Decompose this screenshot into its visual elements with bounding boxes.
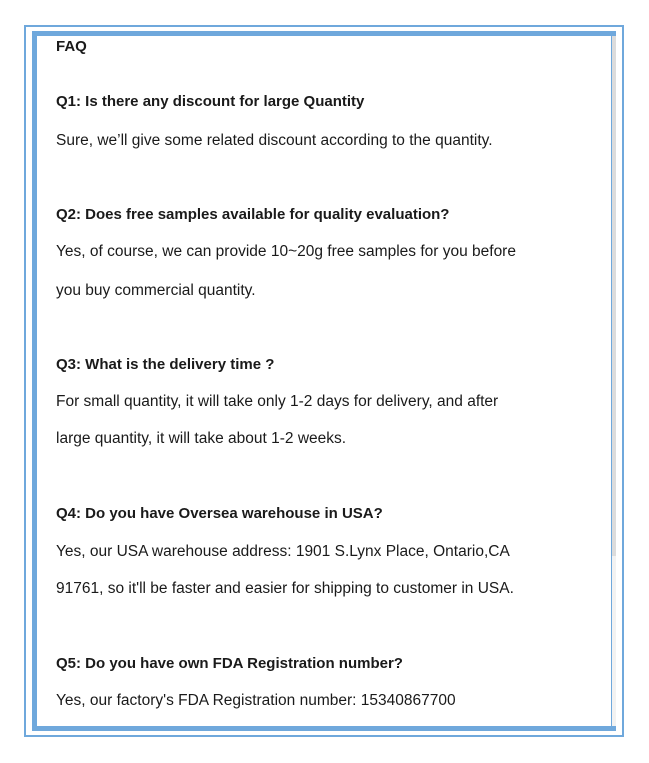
faq-answer-2-line-2: you buy commercial quantity.	[56, 282, 256, 299]
faq-question-5: Q5: Do you have own FDA Registration number?	[56, 655, 403, 672]
faq-answer-4-line-1: Yes, our USA warehouse address: 1901 S.Lynx Place, Ontario,CA	[56, 543, 510, 560]
faq-answer-4-line-2: 91761, so it'll be faster and easier for shipping to customer in USA.	[56, 580, 514, 597]
faq-answer-2-line-1: Yes, of course, we can provide 10~20g free samples for you before	[56, 243, 516, 260]
faq-question-3: Q3: What is the delivery time ?	[56, 356, 275, 373]
scrollbar-thumb[interactable]	[612, 36, 616, 556]
faq-answer-5-line-1: Yes, our factory's FDA Registration number: 15340867700	[56, 692, 456, 709]
faq-heading: FAQ	[56, 38, 87, 55]
faq-answer-3-line-2: large quantity, it will take about 1-2 weeks.	[56, 430, 347, 447]
faq-question-4: Q4: Do you have Oversea warehouse in USA?	[56, 505, 383, 522]
faq-answer-3-line-1: For small quantity, it will take only 1-2 days for delivery, and after	[56, 393, 499, 410]
faq-question-1: Q1: Is there any discount for large Quantity	[56, 93, 365, 110]
faq-question-2: Q2: Does free samples available for quality evaluation?	[56, 206, 450, 223]
faq-answer-1-line-1: Sure, we’ll give some related discount according to the quantity.	[56, 132, 493, 149]
